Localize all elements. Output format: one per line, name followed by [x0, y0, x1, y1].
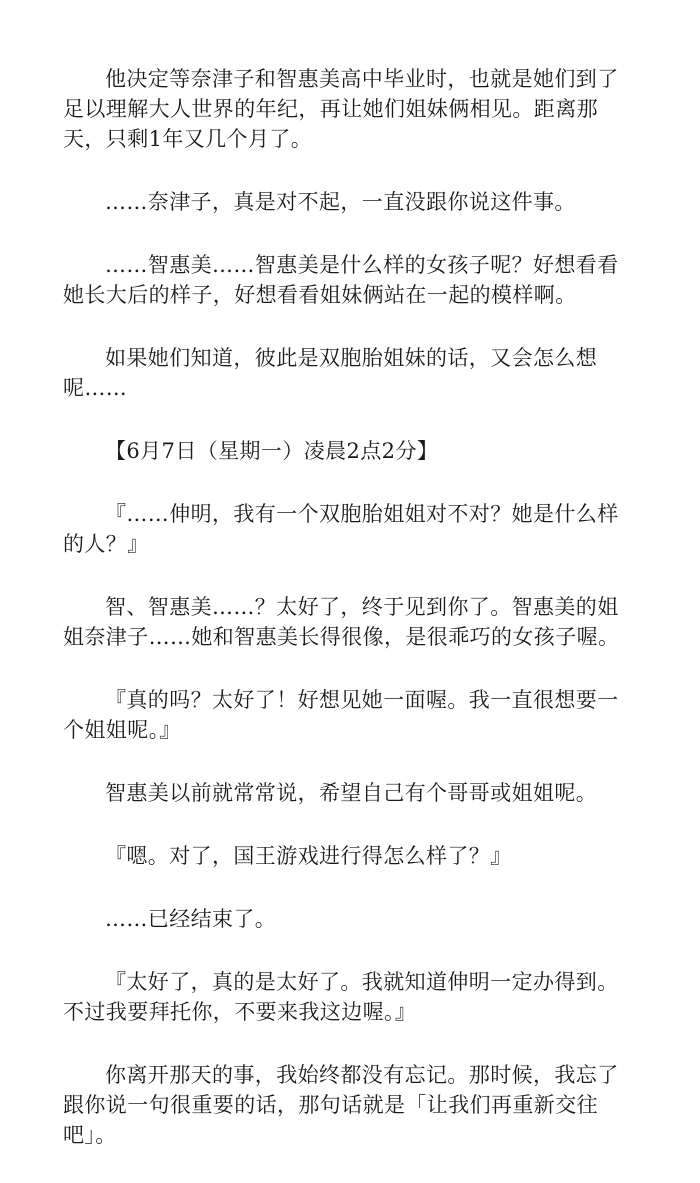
paragraph: 智惠美以前就常常说，希望自己有个哥哥或姐姐呢。 [105, 781, 598, 805]
paragraph: 你离开那天的事，我始终都没有忘记。那时候，我忘了跟你说一句很重要的话，那句话就是「让我们再重新交往吧」。 [63, 1063, 619, 1147]
date-heading: 【6月7日（星期一）凌晨2点2分】 [105, 439, 439, 463]
paragraph: 如果她们知道，彼此是双胞胎姐妹的话，又会怎么想 呢…… [63, 346, 598, 400]
paragraph: ……已经结束了。 [105, 907, 277, 931]
document-page [63, 64, 638, 1183]
paragraph: 『真的吗？太好了！好想见她一面喔。我一直很想要一个姐姐呢。』 [63, 688, 619, 742]
paragraph: 『嗯。对了，国王游戏进行得怎么样了？』 [105, 844, 512, 868]
paragraph: 『太好了，真的是太好了。我就知道伸明一定办得到。不过我要拜托你，不要来我这边喔。』 [63, 970, 619, 1024]
paragraph: 他决定等奈津子和智惠美高中毕业时，也就是她们到了足以理解大人世界的年纪，再让她们姐妹俩相见。距离那天，只剩1年又几个月了。 [63, 67, 619, 151]
paragraph: ……奈津子，真是对不起，一直没跟你说这件事。 [105, 190, 576, 214]
paragraph: ……智惠美……智惠美是什么样的女孩子呢？好想看看她长大后的样子，好想看看姐妹俩站在一起的模样啊。 [63, 253, 619, 307]
paragraph: 智、智惠美……？太好了，终于见到你了。智惠美的姐姐奈津子……她和智惠美长得很像，是很乖巧的女孩子喔。 [63, 595, 620, 649]
paragraph: 『……伸明，我有一个双胞胎姐姐对不对？她是什么样的人？』 [63, 502, 619, 556]
